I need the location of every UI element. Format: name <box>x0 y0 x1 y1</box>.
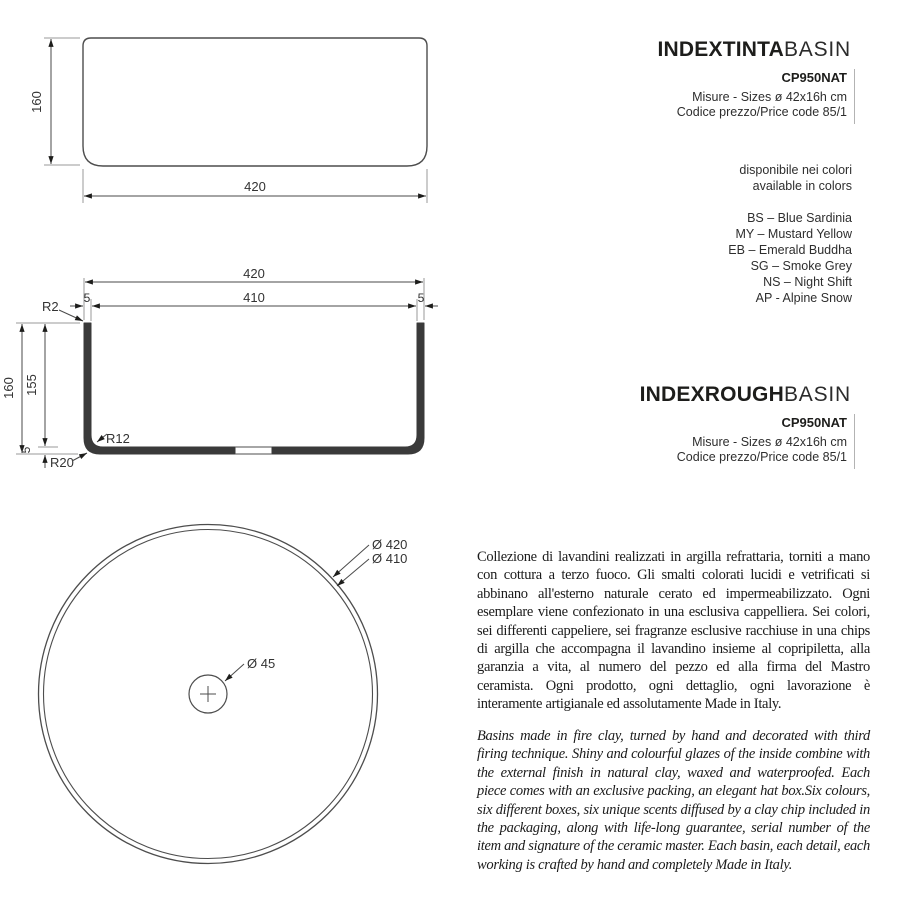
dim-bottom-thickness: 5 <box>19 446 33 454</box>
color-option: NS – Night Shift <box>763 275 852 289</box>
colors-intro-it: disponibile nei colori <box>739 163 852 177</box>
product-code: CP950NAT <box>781 70 847 85</box>
product-price-code: Codice prezzo/Price code 85/1 <box>676 105 847 119</box>
leader-drain-diameter <box>225 664 244 681</box>
product-spec <box>677 414 855 469</box>
top-view-drawing <box>39 525 408 864</box>
description-english: Basins made in fire clay, turned by hand and decorated with third firing technique. Shiny and colourful glazes of the inside combine with the external finish in natural clay, waxed and waterproofed. Each piece comes with an exclusive packing, an elegant hat box.Six colours, six different boxes, six unique scents diffused by a clay chip included in the packaging, along with life-long guarantee, serial number of the item and signature of the ceramic master. Each basin, each detail, each working is crafted by hand and completely Made in Italy. <box>477 728 870 873</box>
color-option: SG – Smoke Grey <box>750 259 852 273</box>
basin-wall-right <box>272 323 424 454</box>
product-size: Misure - Sizes ø 42x16h cm <box>692 90 847 104</box>
dim-front-width: 420 <box>244 179 266 194</box>
product-size: Misure - Sizes ø 42x16h cm <box>692 435 847 449</box>
dim-section-outer-width: 420 <box>243 266 265 281</box>
dim-wall-right: 5 <box>417 291 425 305</box>
product-spec <box>677 69 855 124</box>
available-colors <box>728 162 852 306</box>
product-title <box>658 38 851 62</box>
colors-intro-en: available in colors <box>752 179 852 193</box>
leader-radius-rim <box>59 310 83 321</box>
product-block-indexrough <box>640 383 855 469</box>
dim-front-height: 160 <box>29 91 44 113</box>
product-name-light: BASIN <box>783 383 851 406</box>
dim-section-height: 160 <box>1 377 16 399</box>
description-italian: Collezione di lavandini realizzati in argilla refrattaria, torniti a mano con cottura a terzo fuoco. Gli smalti colorati lucidi e vetrificati si abbinano all'esterno naturale cerato ed impermeabilizzato. Ogni esemplare viene confezionato in una esclusiva cappelliera. Sei colori, sei differenti cappeliere, sei fragranze esclusive racchiuse in una chips di argilla che accompagna il lavandino insieme al copripiletta, alla garanzia a vita, al numero del pezzo ed alla firma del Mastro ceramista. Ogni prodotto, ogni dettaglio, ogni lavorazione è interamente artigianale ed assolutamente Made in Italy. <box>477 549 870 713</box>
product-title <box>640 383 851 407</box>
leader-outer-diameter <box>333 545 369 577</box>
product-block-indextinta <box>658 38 855 124</box>
product-name-bold: INDEXTINTA <box>657 38 784 61</box>
basin-outline-front <box>83 38 427 166</box>
color-options <box>728 210 852 306</box>
color-option: MY – Mustard Yellow <box>735 227 852 241</box>
leader-inner-diameter <box>337 559 369 586</box>
product-name-light: BASIN <box>783 38 851 61</box>
dim-radius-rim: R2 <box>42 299 59 314</box>
color-option: BS – Blue Sardinia <box>747 211 852 225</box>
color-option: EB – Emerald Buddha <box>728 243 852 257</box>
dim-radius-inner: R12 <box>106 431 130 446</box>
color-option: AP - Alpine Snow <box>755 291 852 305</box>
dim-drain-diameter: Ø 45 <box>247 656 276 671</box>
section-view-drawing <box>1 266 438 470</box>
dim-section-inner-height: 155 <box>24 374 39 396</box>
product-price-code: Codice prezzo/Price code 85/1 <box>676 450 847 464</box>
front-view-drawing <box>29 38 427 203</box>
dim-radius-outer: R20 <box>50 455 74 470</box>
dim-outer-diameter: Ø 420 <box>372 537 408 552</box>
dim-inner-diameter: Ø 410 <box>372 551 408 566</box>
dim-wall-left: 5 <box>83 291 91 305</box>
dim-section-inner-width: 410 <box>243 290 265 305</box>
product-name-bold: INDEXROUGH <box>639 383 784 406</box>
product-code: CP950NAT <box>781 415 847 430</box>
